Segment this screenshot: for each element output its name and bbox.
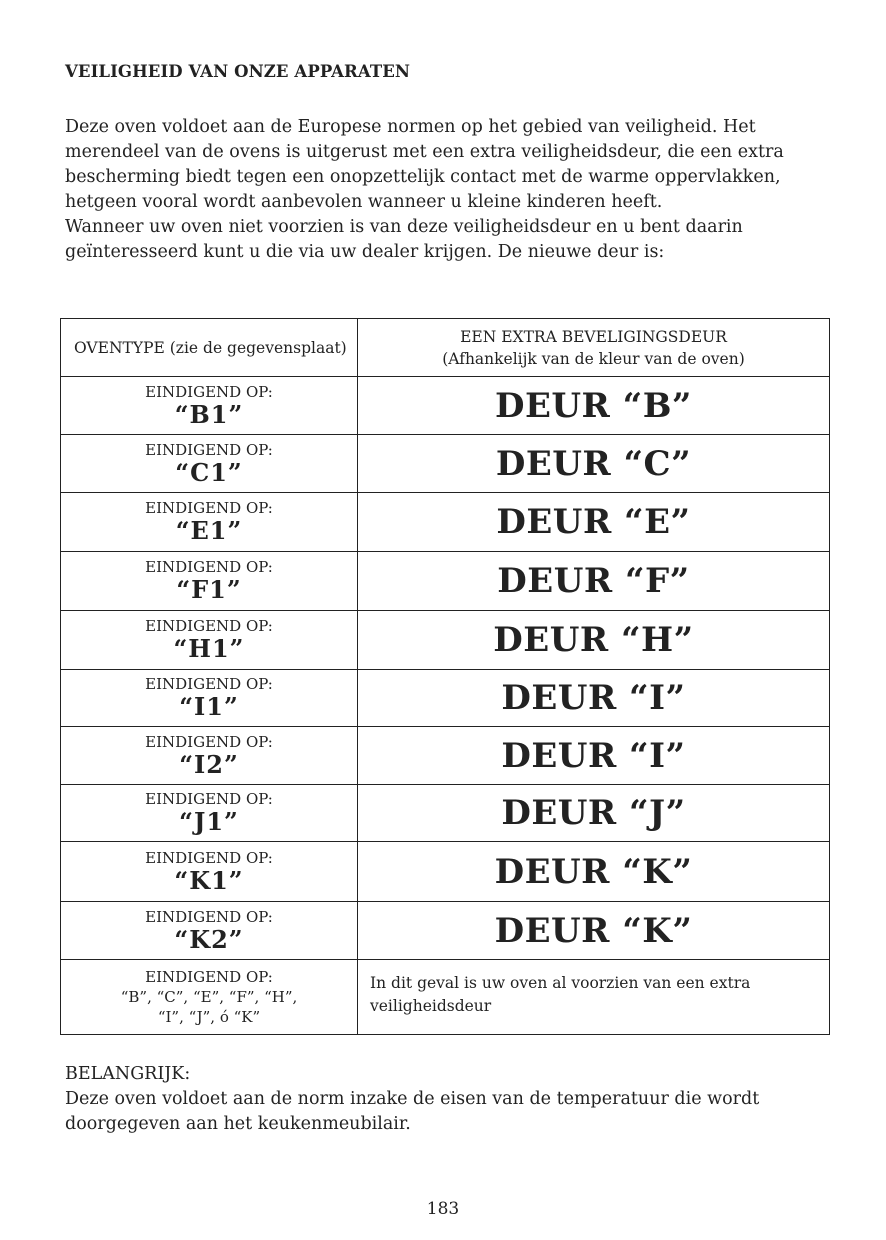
ending-code: “B1” bbox=[174, 399, 244, 429]
door-cell bbox=[358, 435, 829, 492]
door-cell bbox=[358, 670, 829, 726]
ending-code: “I1” bbox=[179, 692, 239, 721]
table-header-row bbox=[61, 319, 829, 377]
note-cell bbox=[358, 960, 829, 1034]
door-table bbox=[60, 318, 830, 1035]
door-type: DEUR “B” bbox=[495, 385, 692, 426]
ending-label: EINDIGEND OP: bbox=[145, 968, 273, 986]
door-cell bbox=[358, 377, 829, 434]
table-row bbox=[61, 377, 829, 435]
intro-paragraph-1: Deze oven voldoet aan de Europese normen op het gebied van veiligheid. Het merendeel van de ovens is uitgerust met een extra veiligheidsdeur, die een extra bescherming biedt tegen een onopzettelijk contact met de warme oppervlakken, hetgeen vooral wordt aanbevolen wanneer u kleine kinderen heeft. bbox=[65, 117, 784, 212]
door-type: DEUR “K” bbox=[494, 851, 693, 892]
ending-cell bbox=[61, 727, 358, 784]
ending-cell bbox=[61, 960, 358, 1034]
door-cell bbox=[358, 611, 829, 669]
ending-cell bbox=[61, 493, 358, 551]
page-number: 183 bbox=[426, 1199, 460, 1219]
ending-label: EINDIGEND OP: bbox=[145, 440, 273, 459]
table-row bbox=[61, 435, 829, 493]
table-row bbox=[61, 842, 829, 902]
important-section bbox=[65, 1062, 845, 1137]
ending-label: EINDIGEND OP: bbox=[145, 907, 273, 926]
ending-label: EINDIGEND OP: bbox=[145, 499, 273, 517]
table-row bbox=[61, 727, 829, 785]
ending-code: “C1” bbox=[175, 457, 243, 487]
ending-codes-line-1: “B”, “C”, “E”, “F”, “H”, bbox=[120, 988, 298, 1006]
intro-paragraph-2: Wanneer uw oven niet voorzien is van deze veiligheidsdeur en u bent daarin geïnteresseerd kunt u die via uw dealer krijgen. De nieuwe deur is: bbox=[65, 217, 743, 262]
door-type: DEUR “I” bbox=[501, 735, 686, 776]
door-type: DEUR “I” bbox=[501, 678, 686, 718]
door-type: DEUR “H” bbox=[493, 620, 694, 660]
door-cell bbox=[358, 727, 829, 784]
door-cell bbox=[358, 842, 829, 901]
important-title: BELANGRIJK: bbox=[65, 1064, 191, 1084]
door-type: DEUR “E” bbox=[496, 502, 691, 542]
ending-cell bbox=[61, 670, 358, 726]
table-row bbox=[61, 552, 829, 611]
ending-label: EINDIGEND OP: bbox=[145, 675, 273, 693]
ending-code: “K1” bbox=[174, 865, 244, 895]
ending-label: EINDIGEND OP: bbox=[145, 848, 273, 867]
ending-cell bbox=[61, 611, 358, 669]
ending-cell bbox=[61, 435, 358, 492]
ending-cell bbox=[61, 785, 358, 841]
table-row bbox=[61, 902, 829, 960]
door-cell bbox=[358, 493, 829, 551]
header-door bbox=[358, 319, 829, 376]
door-type: DEUR “J” bbox=[501, 793, 686, 833]
ending-code: “H1” bbox=[173, 634, 245, 663]
ending-label: EINDIGEND OP: bbox=[145, 382, 273, 401]
table-row bbox=[61, 785, 829, 842]
ending-label: EINDIGEND OP: bbox=[145, 732, 273, 751]
door-type: DEUR “K” bbox=[494, 910, 693, 951]
ending-cell bbox=[61, 552, 358, 610]
page-heading: VEILIGHEID VAN ONZE APPARATEN bbox=[65, 62, 411, 81]
door-type: DEUR “F” bbox=[497, 561, 690, 601]
ending-code: “I2” bbox=[179, 749, 239, 779]
table-row bbox=[61, 670, 829, 727]
ending-cell bbox=[61, 902, 358, 959]
header-door-title: EEN EXTRA BEVELIGINGSDEUR bbox=[460, 327, 727, 346]
door-cell bbox=[358, 902, 829, 959]
table-row-already-equipped bbox=[61, 960, 829, 1034]
already-equipped-note: In dit geval is uw oven al voorzien van een extra veiligheidsdeur bbox=[370, 974, 751, 1015]
table-row bbox=[61, 493, 829, 552]
header-door-subtitle: (Afhankelijk van de kleur van de oven) bbox=[442, 349, 745, 368]
door-cell bbox=[358, 785, 829, 841]
header-oventype: OVENTYPE (zie de gegevensplaat) bbox=[61, 319, 358, 376]
ending-cell bbox=[61, 842, 358, 901]
ending-label: EINDIGEND OP: bbox=[145, 617, 273, 635]
ending-code: “J1” bbox=[179, 807, 239, 836]
ending-label: EINDIGEND OP: bbox=[145, 558, 273, 576]
table-row bbox=[61, 611, 829, 670]
ending-code: “K2” bbox=[174, 924, 244, 954]
ending-codes-line-2: “I”, “J”, ó “K” bbox=[157, 1008, 261, 1026]
ending-code: “F1” bbox=[176, 575, 242, 604]
intro-text bbox=[65, 115, 835, 265]
important-text: Deze oven voldoet aan de norm inzake de eisen van de temperatuur die wordt doorgegeven aan het keukenmeubilair. bbox=[65, 1089, 760, 1134]
ending-cell bbox=[61, 377, 358, 434]
ending-label: EINDIGEND OP: bbox=[145, 790, 273, 808]
door-cell bbox=[358, 552, 829, 610]
door-type: DEUR “C” bbox=[495, 443, 692, 484]
ending-code: “E1” bbox=[175, 516, 243, 545]
